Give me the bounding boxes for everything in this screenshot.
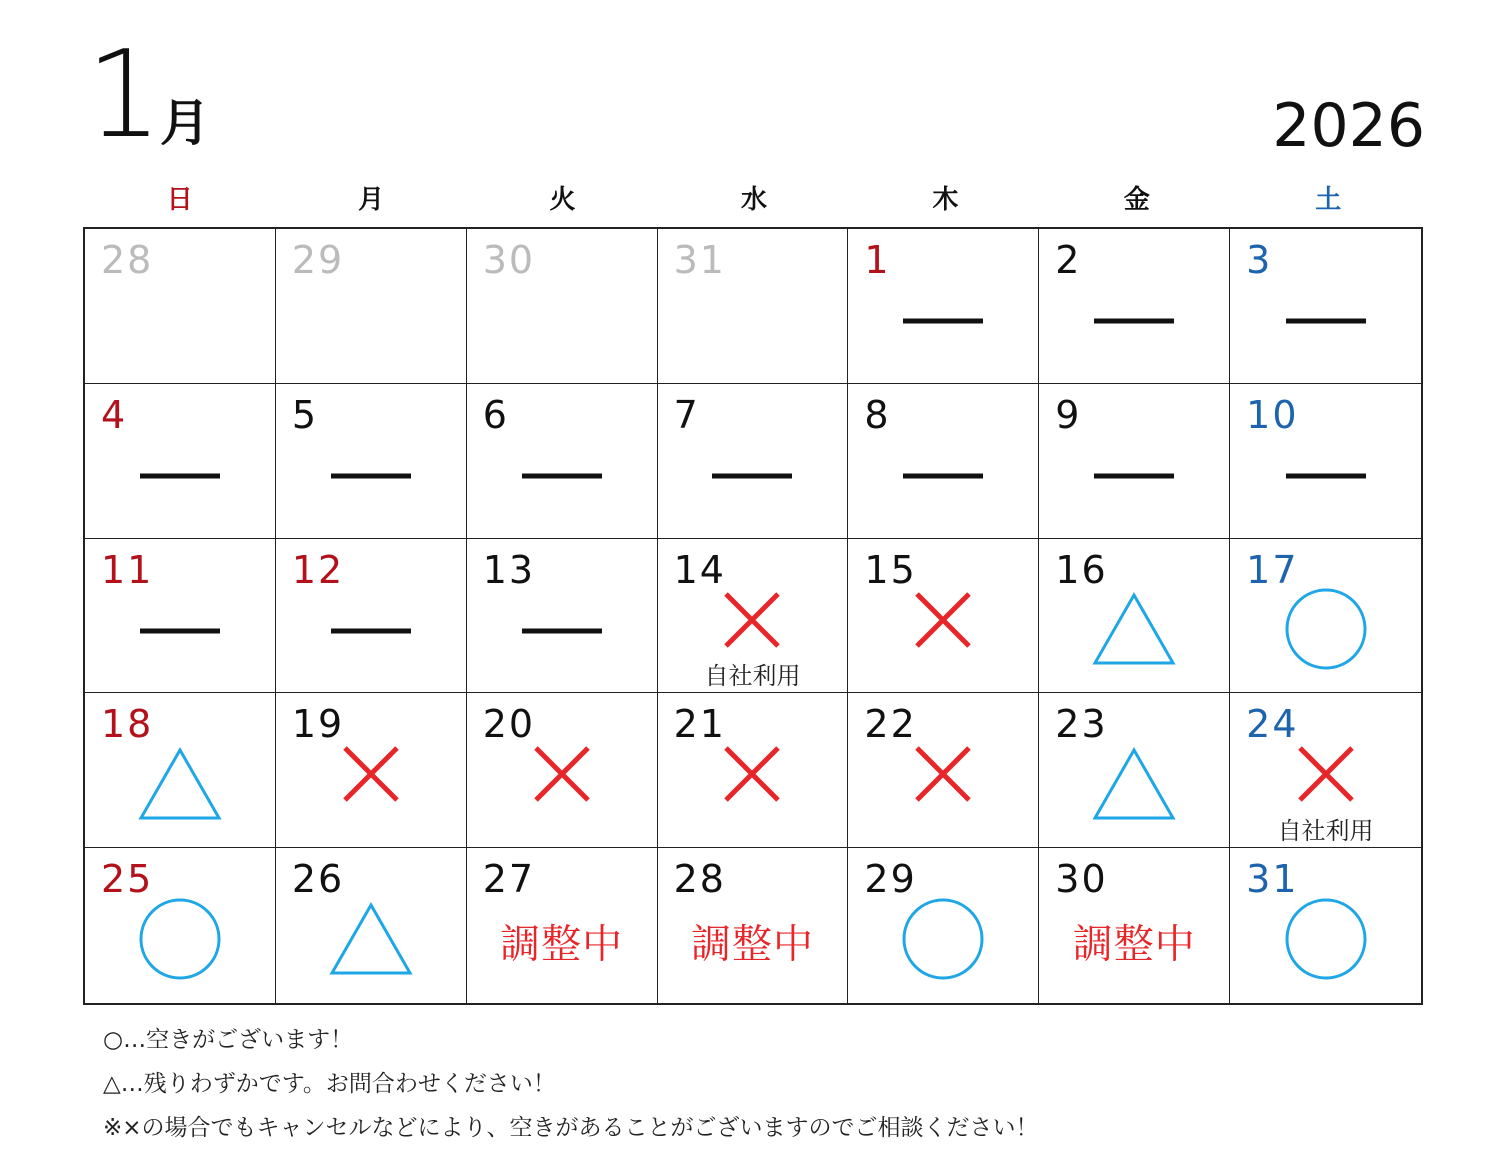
day-number: 4 [101,392,128,437]
weekday-label: 月 [358,185,385,215]
dash-mark [331,474,411,479]
day-cell[interactable] [467,229,658,384]
dash-mark [140,628,220,633]
day-cell[interactable] [658,229,849,384]
day-cell[interactable] [848,693,1039,848]
day-cell[interactable] [467,848,658,1003]
triangle-mark-icon [1091,746,1177,826]
circle-mark-icon [1284,587,1368,675]
year-label: 2026 [1272,91,1425,161]
month-number: 1 [86,26,159,165]
day-cell[interactable] [1039,539,1230,694]
day-cell[interactable] [1039,848,1230,1003]
month-label: 月 [160,94,210,152]
day-number: 24 [1246,702,1299,747]
legend-circle: ○…空きがございます！ [103,1027,354,1053]
day-cell[interactable] [848,539,1039,694]
day-number: 30 [1055,857,1108,902]
day-cell[interactable] [85,848,276,1003]
day-number: 23 [1055,702,1108,747]
dash-mark [1286,319,1366,324]
day-cell[interactable] [1039,384,1230,539]
day-number: 3 [1246,238,1273,282]
weekday-label: 土 [1315,185,1342,215]
weekday-label: 金 [1123,185,1150,215]
dash-mark [712,474,792,479]
day-number: 5 [291,392,319,437]
day-cell[interactable] [848,229,1039,384]
day-number: 13 [482,547,536,592]
day-number: 19 [291,702,345,747]
day-number: 8 [864,392,891,437]
day-number: 12 [291,547,345,592]
day-cell[interactable] [658,693,849,848]
day-number: 28 [673,857,726,902]
cell-note: 自社利用 [704,662,801,691]
day-number: 26 [291,857,345,902]
circle-mark-icon [901,897,985,985]
day-number: 18 [101,702,154,747]
day-cell[interactable] [848,384,1039,539]
day-cell[interactable] [85,384,276,539]
dash-mark [1286,474,1366,479]
status-text [691,913,814,970]
dash-mark [140,474,220,479]
weekday-header [84,180,1424,220]
day-cell[interactable] [1230,693,1421,848]
day-number: 28 [101,238,154,282]
dash-mark [522,474,602,479]
adjusting-label: 調整中 [1072,921,1196,968]
day-number: 10 [1246,392,1299,437]
day-cell[interactable] [1230,539,1421,694]
circle-mark-icon [1284,897,1368,985]
calendar-grid [83,227,1423,1005]
day-cell[interactable] [1039,693,1230,848]
day-number: 25 [101,857,154,902]
day-number: 17 [1246,547,1299,592]
day-number: 7 [673,392,700,437]
status-text [1073,913,1196,970]
day-number: 22 [864,702,917,747]
day-number: 6 [482,392,509,437]
legend-note: ※×の場合でもキャンセルなどにより、空きがあることがございますのでご相談ください！ [103,1115,1039,1141]
dash-mark [903,319,983,324]
day-number: 16 [1055,547,1108,592]
day-cell[interactable] [658,384,849,539]
day-cell[interactable] [1230,384,1421,539]
day-cell[interactable] [658,848,849,1003]
day-cell[interactable] [85,229,276,384]
cross-mark-icon [913,590,973,654]
day-number: 31 [1246,857,1299,902]
day-number: 14 [673,547,726,592]
day-number: 20 [482,702,536,747]
adjusting-label: 調整中 [690,921,814,968]
legend [103,1018,1039,1150]
day-cell[interactable] [276,384,467,539]
day-cell[interactable] [1230,229,1421,384]
triangle-mark-icon [328,901,414,981]
weekday-label: 日 [166,185,193,215]
day-number: 29 [291,238,345,282]
day-number: 1 [864,238,891,282]
adjusting-label: 調整中 [500,921,624,968]
day-cell[interactable] [467,539,658,694]
day-cell[interactable] [276,539,467,694]
dash-mark [1094,474,1174,479]
day-number: 29 [864,857,917,902]
triangle-mark-icon [137,746,223,826]
day-number: 9 [1055,392,1082,437]
cross-mark-icon [532,744,592,808]
day-number: 11 [101,547,154,592]
day-cell[interactable] [276,229,467,384]
cross-mark-icon [1296,744,1356,808]
cross-mark-icon [722,744,782,808]
triangle-mark-icon [1091,591,1177,671]
day-cell[interactable] [1039,229,1230,384]
day-cell[interactable] [276,693,467,848]
circle-mark-icon [138,897,222,985]
cross-mark-icon [913,744,973,808]
day-cell[interactable] [848,848,1039,1003]
day-cell[interactable] [1230,848,1421,1003]
day-number: 21 [673,702,726,747]
cell-note: 自社利用 [1277,817,1374,846]
dash-mark [331,628,411,633]
dash-mark [1094,319,1174,324]
day-number: 31 [673,238,726,282]
day-number: 15 [864,547,917,592]
dash-mark [522,628,602,633]
weekday-label: 火 [549,185,576,215]
day-cell[interactable] [276,848,467,1003]
cross-mark-icon [722,590,782,654]
day-cell[interactable] [467,693,658,848]
dash-mark [903,474,983,479]
day-cell[interactable] [467,384,658,539]
day-number: 27 [482,857,536,902]
day-number: 2 [1055,238,1082,282]
cross-mark-icon [341,744,401,808]
day-cell[interactable] [658,539,849,694]
day-number: 30 [482,238,536,282]
day-cell[interactable] [85,693,276,848]
weekday-label: 水 [740,185,767,215]
legend-triangle: △…残りわずかです。お問合わせください！ [103,1071,556,1097]
weekday-label: 木 [932,185,959,215]
day-cell[interactable] [85,539,276,694]
status-text [500,913,623,970]
